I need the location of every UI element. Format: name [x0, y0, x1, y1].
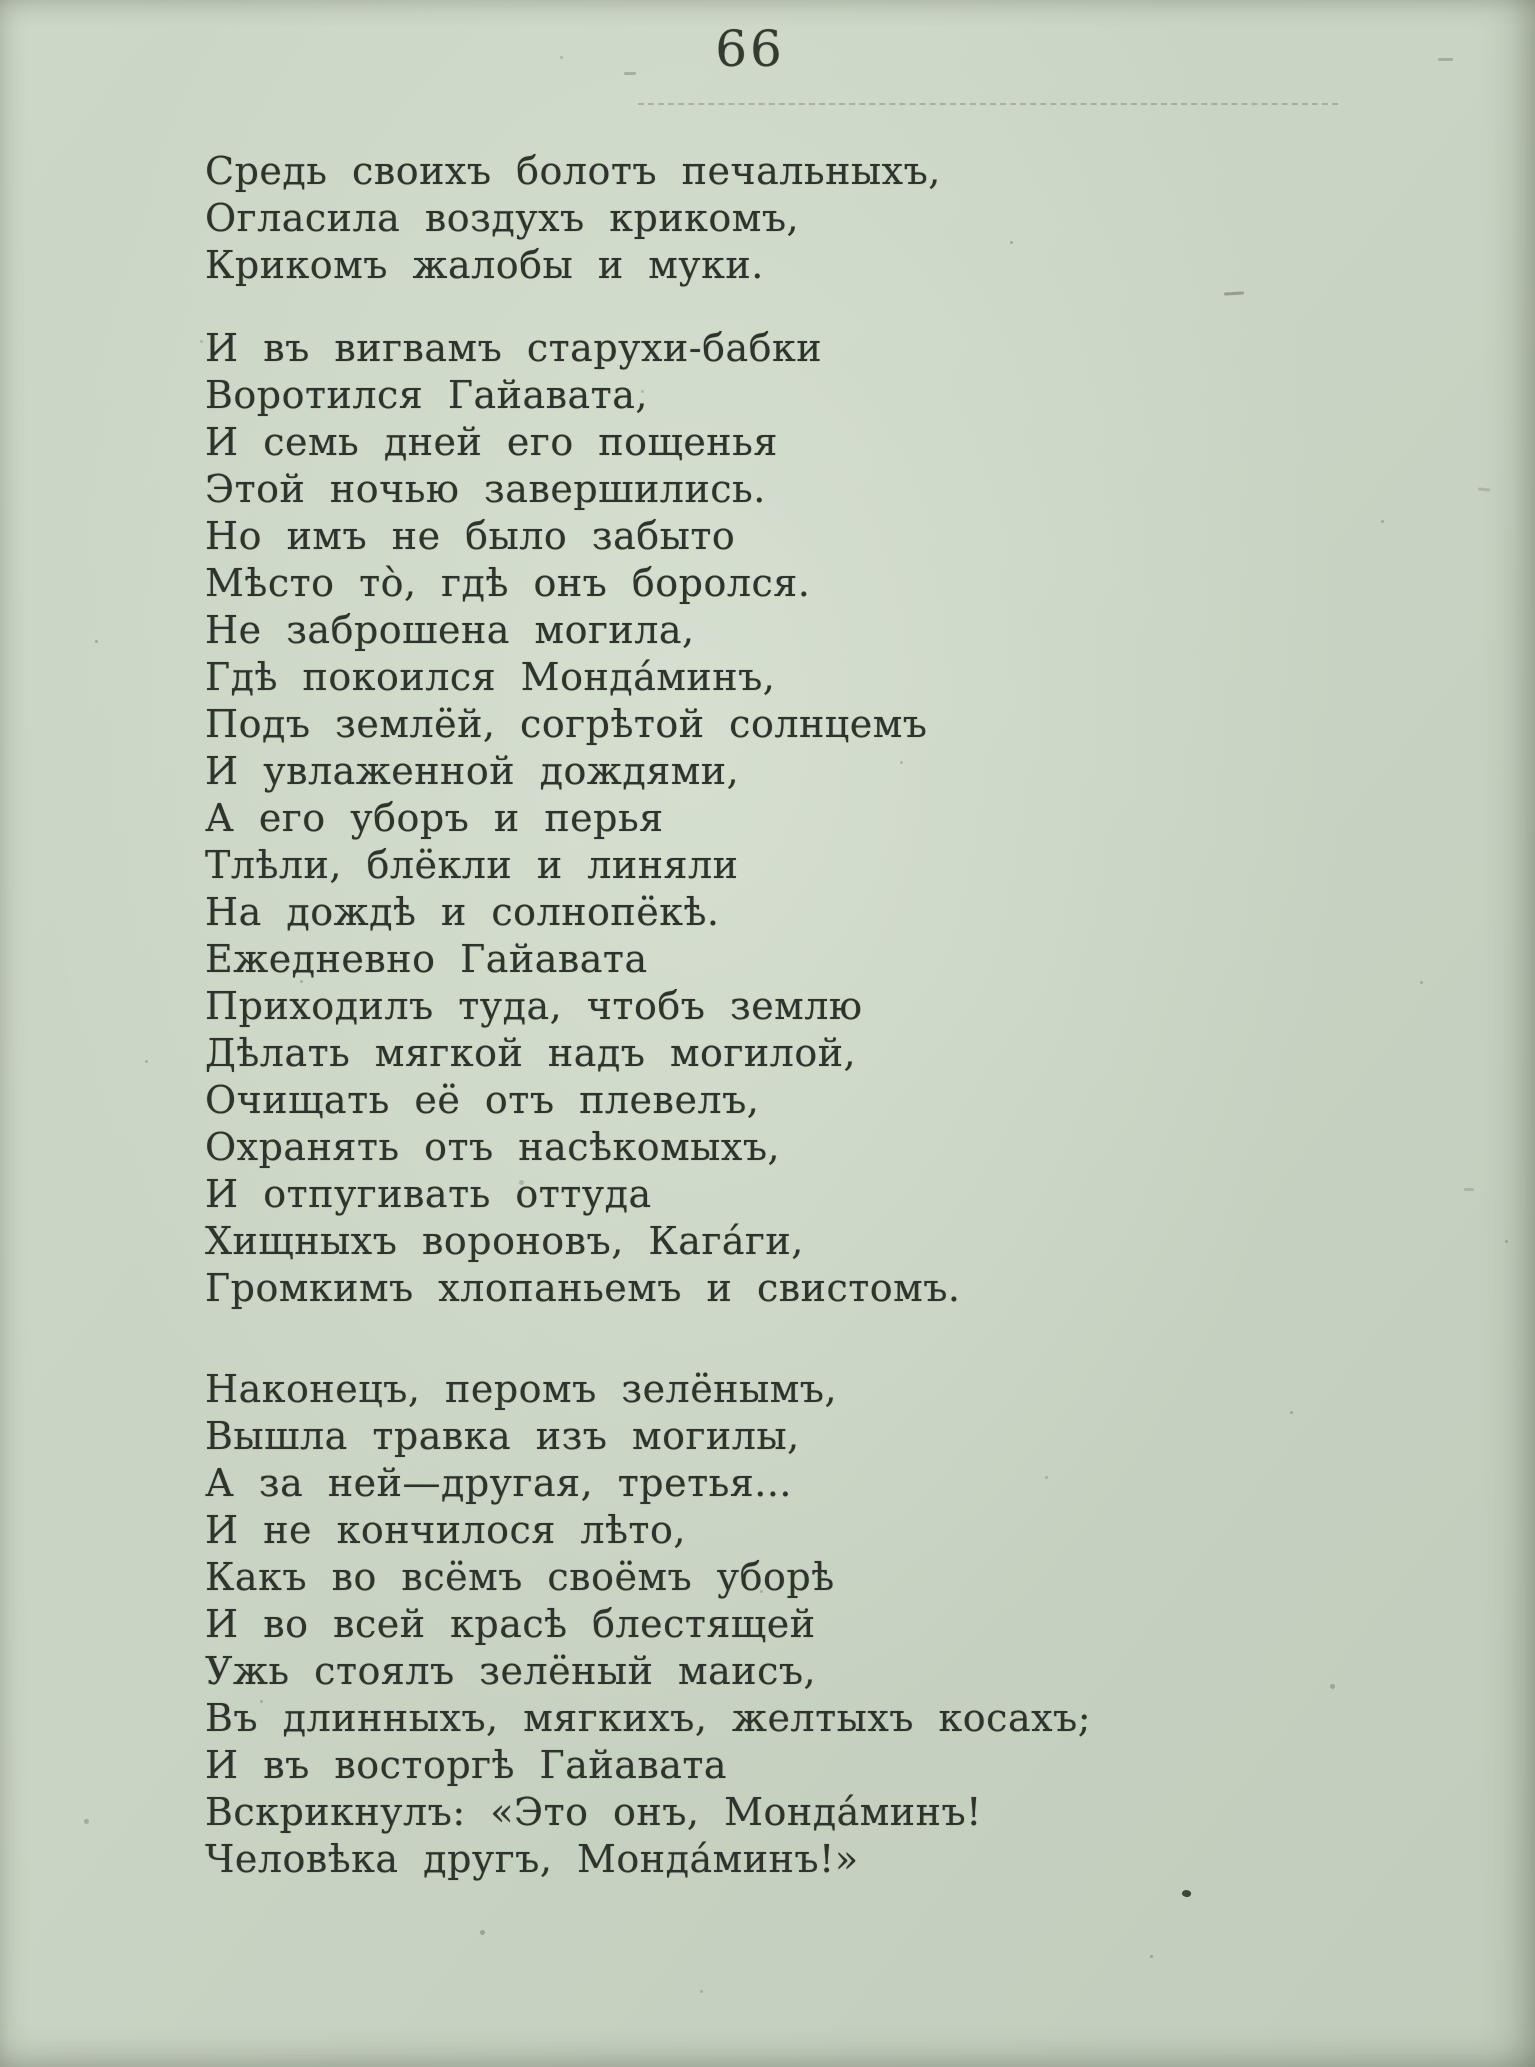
poem-line: Въ длинныхъ, мягкихъ, желтыхъ косахъ;: [205, 1696, 1092, 1740]
poem-line: Вскрикнулъ: «Это онъ, Монда́минъ!: [205, 1790, 982, 1834]
poem-line: Человѣка другъ, Монда́минъ!»: [205, 1837, 859, 1881]
poem-line: Гдѣ покоился Монда́минъ,: [205, 655, 776, 699]
poem-line: И не кончилося лѣто,: [205, 1508, 686, 1552]
poem-line: Мѣсто то̀, гдѣ онъ боролся.: [205, 561, 811, 605]
poem-line: И семь дней его пощенья: [205, 420, 778, 464]
poem-line: И во всей красѣ блестящей: [205, 1602, 816, 1646]
show-through-mark: [1438, 58, 1453, 61]
stanza-2: [205, 325, 1091, 1312]
stanza-3: [205, 1366, 1091, 1883]
poem-line: Громкимъ хлопаньемъ и свистомъ.: [205, 1266, 961, 1310]
poem-line: Но имъ не было забыто: [205, 514, 736, 558]
poem-line: И увлаженной дождями,: [205, 749, 740, 793]
poem-line: А за ней—другая, третья...: [205, 1461, 792, 1505]
show-through-mark: [1224, 291, 1244, 295]
poem-line: Очищать её отъ плевелъ,: [205, 1078, 760, 1122]
poem-line: Хищныхъ вороновъ, Кага́ги,: [205, 1219, 804, 1263]
poem-line: Наконецъ, перомъ зелёнымъ,: [205, 1367, 838, 1411]
poem-line: Не заброшена могила,: [205, 608, 695, 652]
header-rule: [638, 103, 1338, 105]
poem-line: Вышла травка изъ могилы,: [205, 1414, 800, 1458]
poem-line: Этой ночью завершились.: [205, 467, 766, 511]
stanza-1: [205, 148, 1091, 289]
ink-blot: [1181, 1889, 1192, 1898]
poem-line: И въ вигвамъ старухи-бабки: [205, 326, 823, 370]
poem-line: Огласила воздухъ крикомъ,: [205, 196, 800, 240]
poem-line: Дѣлать мягкой надъ могилой,: [205, 1031, 857, 1075]
page-number: 66: [715, 20, 785, 78]
poem-line: Воротился Гайавата,: [205, 373, 648, 417]
header-tick-mark: [624, 72, 636, 75]
poem-line: Ужь стоялъ зелёный маисъ,: [205, 1649, 817, 1693]
poem-line: Охранять отъ насѣкомыхъ,: [205, 1125, 781, 1169]
poem-line: Ежедневно Гайавата: [205, 937, 648, 981]
poem-line: И отпугивать оттуда: [205, 1172, 652, 1216]
paper-specks: [0, 0, 3, 3]
poem-line: Тлѣли, блёкли и линяли: [205, 843, 739, 887]
poem-line: На дождѣ и солнопёкѣ.: [205, 890, 720, 934]
show-through-mark: [1464, 1188, 1474, 1191]
poem-text: [205, 148, 1091, 1883]
poem-line: Какъ во всёмъ своёмъ уборѣ: [205, 1555, 835, 1599]
show-through-mark: [1478, 487, 1490, 491]
poem-line: Крикомъ жалобы и муки.: [205, 243, 764, 287]
poem-line: Подъ землёй, согрѣтой солнцемъ: [205, 702, 928, 746]
poem-line: Средь своихъ болотъ печальныхъ,: [205, 149, 941, 193]
poem-line: А его уборъ и перья: [205, 796, 664, 840]
poem-line: И въ восторгѣ Гайавата: [205, 1743, 728, 1787]
poem-line: Приходилъ туда, чтобъ землю: [205, 984, 863, 1028]
